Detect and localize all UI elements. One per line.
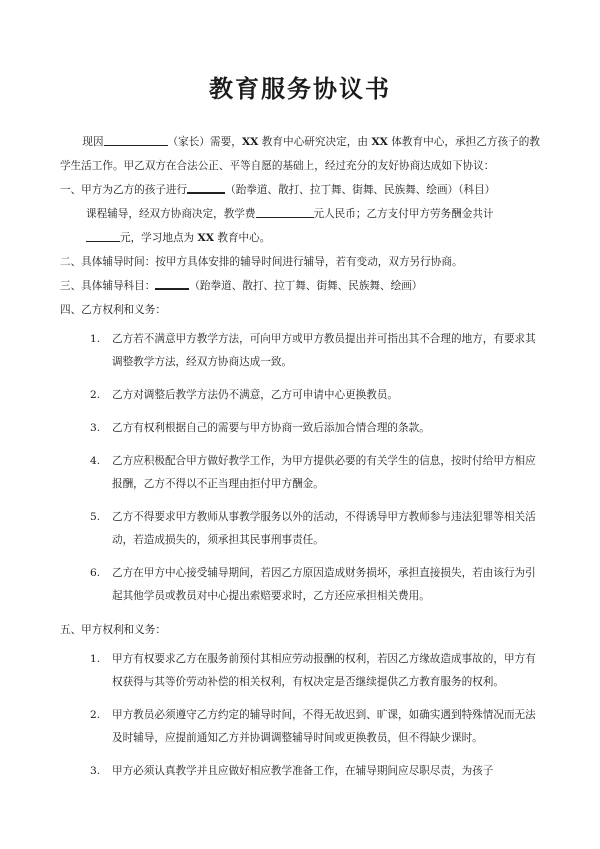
list-item [60,450,540,496]
list-number: 1. [90,333,101,345]
fee-blank [86,229,120,242]
section-5-heading: 五、甲方权利和义务： [60,624,166,636]
placeholder-xx: XX [371,136,388,148]
parent-name-blank [104,133,168,146]
document-title: 教育服务协议书 [209,74,391,103]
intro-text: （家长）需要， [167,136,242,148]
section-3-text: 三、具体辅导科目： [60,280,156,292]
section-1-text: 一、甲方为乙方的孩子进行 [60,184,188,196]
placeholder-xx: XX [241,136,259,148]
list-number: 5. [90,511,101,523]
list-number: 2. [90,709,101,721]
list-item [60,704,540,750]
subject-blank [187,180,225,194]
list-number: 1. [90,653,101,665]
intro-text: 体教育中心，承担乙方孩子的教学生活工作。甲乙双方在合法公正、平等自愿的基础上，经过充分的友好协商达成如下协议： [60,136,541,172]
section-3 [60,274,540,298]
list-text: 乙方在甲方中心接受辅导期间，若因乙方原因造成财务损坏，承担直接损失，若由该行为引起其他学员或教员对中心提出索赔要求时，乙方还应承担相关费用。 [112,567,536,602]
list-number: 4. [90,455,101,467]
list-item [60,760,540,783]
placeholder-xx: XX [197,232,214,244]
list-item [60,648,540,694]
list-text: 乙方有权利根据自己的需要与甲方协商一致后添加合情合理的条款。 [112,422,430,434]
list-text: 甲方有权要求乙方在服务前预付其相应劳动报酬的权利，若因乙方缘故造成事故的，甲方有权获得与其等价劳动补偿的相关权利，有权决定是否继续提供乙方教育服务的权利。 [112,653,536,688]
list-number: 6. [90,567,101,579]
list-number: 3. [90,422,101,434]
list-item [60,562,540,608]
section-5-list [60,648,540,783]
list-text: 乙方应积极配合甲方做好教学工作，为甲方提供必要的有关学生的信息，按时付给甲方相应报酬，乙方不得以不正当理由拒付甲方酬金。 [112,455,536,490]
section-1-body [60,202,540,250]
list-text: 甲方教员必须遵守乙方约定的辅导时间，不得无故迟到、旷课，如确实遇到特殊情况而无法及时辅导，应提前通知乙方并协调调整辅导时间或更换教员，但不得缺少课时。 [112,709,536,744]
subject-blank [155,276,189,290]
list-text: 甲方必须认真教学并且应做好相应教学准备工作，在辅导期间应尽职尽责，为孩子 [112,765,494,777]
intro-paragraph [60,130,540,178]
section-1-text: 教育中心。 [213,232,271,244]
list-text: 乙方不得要求甲方教师从事教学服务以外的活动，不得诱导甲方教师参与违法犯罪等相关活动，若造成损失的，须承担其民事刑事责任。 [112,511,536,546]
section-3-text: （跆拳道、散打、拉丁舞、街舞、民族舞、绘画） [189,280,423,292]
section-1-text: 课程辅导，经双方协商决定，教学费 [86,208,256,220]
list-number: 2. [90,389,101,401]
list-item [60,328,540,374]
section-1-text: 元人民币；乙方支付甲方劳务酬金共计 [313,208,494,220]
intro-text: 教育中心研究决定，由 [258,136,372,148]
section-1-text: 元，学习地点为 [120,232,198,244]
tuition-blank [256,205,314,218]
intro-text: 现因 [82,136,104,148]
list-item [60,506,540,552]
list-item [60,384,540,407]
list-item [60,417,540,440]
section-4-heading: 四、乙方权利和义务： [60,304,166,316]
section-1 [60,178,540,202]
list-number: 3. [90,765,101,777]
list-text: 乙方若不满意甲方教学方法，可向甲方或甲方教员提出并可指出其不合理的地方，有要求其调整教学方法，经双方协商达成一致。 [112,333,536,368]
section-2: 二、具体辅导时间：按甲方具体安排的辅导时间进行辅导，若有变动，双方另行协商。 [60,256,463,268]
list-text: 乙方对调整后教学方法仍不满意，乙方可申请中心更换教员。 [112,389,399,401]
section-1-text: （跆拳道、散打、拉丁舞、街舞、民族舞、绘画）（科目） [225,184,496,196]
section-4-list [60,328,540,608]
